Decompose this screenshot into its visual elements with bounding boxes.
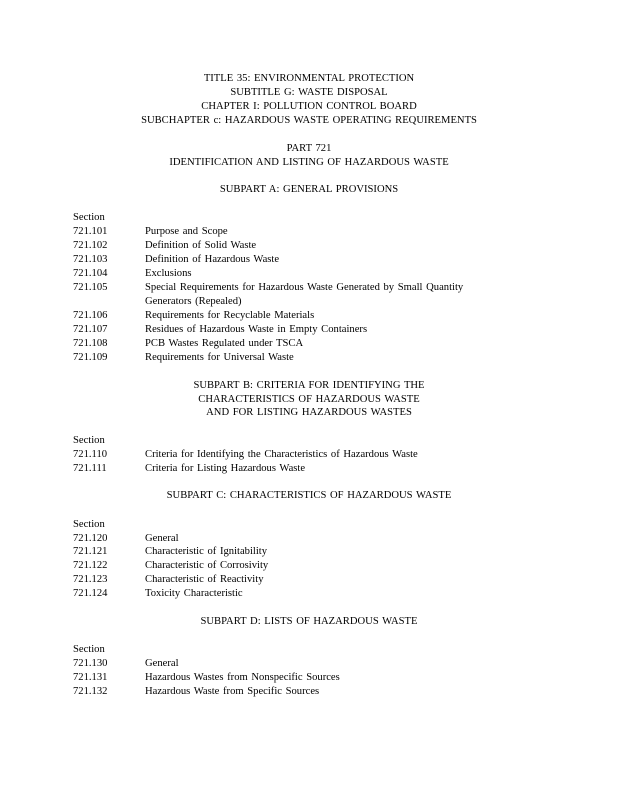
- table-row: [0, 225, 618, 239]
- table-row: [0, 337, 618, 351]
- section-number: 721.122: [73, 560, 108, 571]
- section-title: Requirements for Universal Waste: [145, 352, 294, 363]
- title-line: TITLE 35: ENVIRONMENTAL PROTECTION: [203, 73, 415, 84]
- table-row: [0, 587, 618, 601]
- subpart-a-heading: SUBPART A: GENERAL PROVISIONS: [219, 184, 399, 195]
- section-number: 721.109: [73, 352, 108, 363]
- section-number: 721.124: [73, 588, 108, 599]
- section-number: 721.111: [73, 463, 107, 474]
- section-title: Hazardous Wastes from Nonspecific Sources: [145, 672, 340, 683]
- table-row: [0, 448, 618, 462]
- section-number: 721.110: [73, 449, 108, 460]
- table-row: [0, 532, 618, 546]
- section-title-continuation: Generators (Repealed): [145, 296, 242, 307]
- section-number: 721.121: [73, 546, 108, 557]
- table-row: [0, 657, 618, 671]
- table-row: [0, 267, 618, 281]
- section-title: Toxicity Characteristic: [145, 588, 243, 599]
- section-label: Section: [73, 435, 105, 446]
- table-row: [0, 462, 618, 476]
- subtitle-line: SUBTITLE G: WASTE DISPOSAL: [230, 87, 388, 98]
- table-row: [0, 559, 618, 573]
- section-number: 721.130: [73, 658, 108, 669]
- section-title: Criteria for Listing Hazardous Waste: [145, 463, 306, 474]
- table-row-continuation: [0, 295, 618, 309]
- table-row: [0, 309, 618, 323]
- section-number: 721.108: [73, 338, 108, 349]
- section-title: Characteristic of Ignitability: [145, 546, 268, 557]
- section-number: 721.103: [73, 254, 108, 265]
- section-number: 721.132: [73, 686, 108, 697]
- section-number: 721.105: [73, 282, 108, 293]
- section-number: 721.131: [73, 672, 108, 683]
- subpart-b-heading-2: CHARACTERISTICS OF HAZARDOUS WASTE: [198, 394, 420, 405]
- part-line: PART 721: [286, 143, 332, 154]
- section-number: 721.107: [73, 324, 108, 335]
- subchapter-line: SUBCHAPTER c: HAZARDOUS WASTE OPERATING REQUIREMENTS: [141, 115, 477, 126]
- table-row: [0, 685, 618, 699]
- part-title-line: IDENTIFICATION AND LISTING OF HAZARDOUS WASTE: [169, 157, 449, 168]
- table-row: [0, 323, 618, 337]
- table-row: [0, 545, 618, 559]
- section-title: Hazardous Waste from Specific Sources: [145, 686, 320, 697]
- section-title: Requirements for Recyclable Materials: [145, 310, 315, 321]
- section-number: 721.101: [73, 226, 108, 237]
- table-row: [0, 253, 618, 267]
- section-title: General: [145, 533, 179, 544]
- section-title: General: [145, 658, 179, 669]
- subpart-b-heading-1: SUBPART B: CRITERIA FOR IDENTIFYING THE: [193, 380, 425, 391]
- section-title: Criteria for Identifying the Characteristics of Hazardous Waste: [145, 449, 418, 460]
- section-number: 721.104: [73, 268, 108, 279]
- section-number: 721.120: [73, 533, 108, 544]
- section-title: Exclusions: [145, 268, 192, 279]
- section-title: Residues of Hazardous Waste in Empty Containers: [145, 324, 368, 335]
- subpart-d-heading: SUBPART D: LISTS OF HAZARDOUS WASTE: [200, 616, 418, 627]
- table-row: [0, 573, 618, 587]
- section-number: 721.123: [73, 574, 108, 585]
- table-row: [0, 671, 618, 685]
- table-row: [0, 239, 618, 253]
- chapter-line: CHAPTER I: POLLUTION CONTROL BOARD: [201, 101, 417, 112]
- section-number: 721.106: [73, 310, 108, 321]
- section-title: Definition of Hazardous Waste: [145, 254, 280, 265]
- section-title: Purpose and Scope: [145, 226, 228, 237]
- subpart-c-heading: SUBPART C: CHARACTERISTICS OF HAZARDOUS WASTE: [166, 490, 452, 501]
- section-number: 721.102: [73, 240, 108, 251]
- table-row: [0, 351, 618, 365]
- section-label: Section: [73, 212, 105, 223]
- section-title: Special Requirements for Hazardous Waste Generated by Small Quantity: [145, 282, 464, 293]
- subpart-b-heading-3: AND FOR LISTING HAZARDOUS WASTES: [206, 407, 412, 418]
- section-title: Definition of Solid Waste: [145, 240, 257, 251]
- section-title: Characteristic of Reactivity: [145, 574, 264, 585]
- section-title: Characteristic of Corrosivity: [145, 560, 269, 571]
- section-label: Section: [73, 644, 105, 655]
- section-title: PCB Wastes Regulated under TSCA: [145, 338, 304, 349]
- section-label: Section: [73, 519, 105, 530]
- table-row: [0, 281, 618, 295]
